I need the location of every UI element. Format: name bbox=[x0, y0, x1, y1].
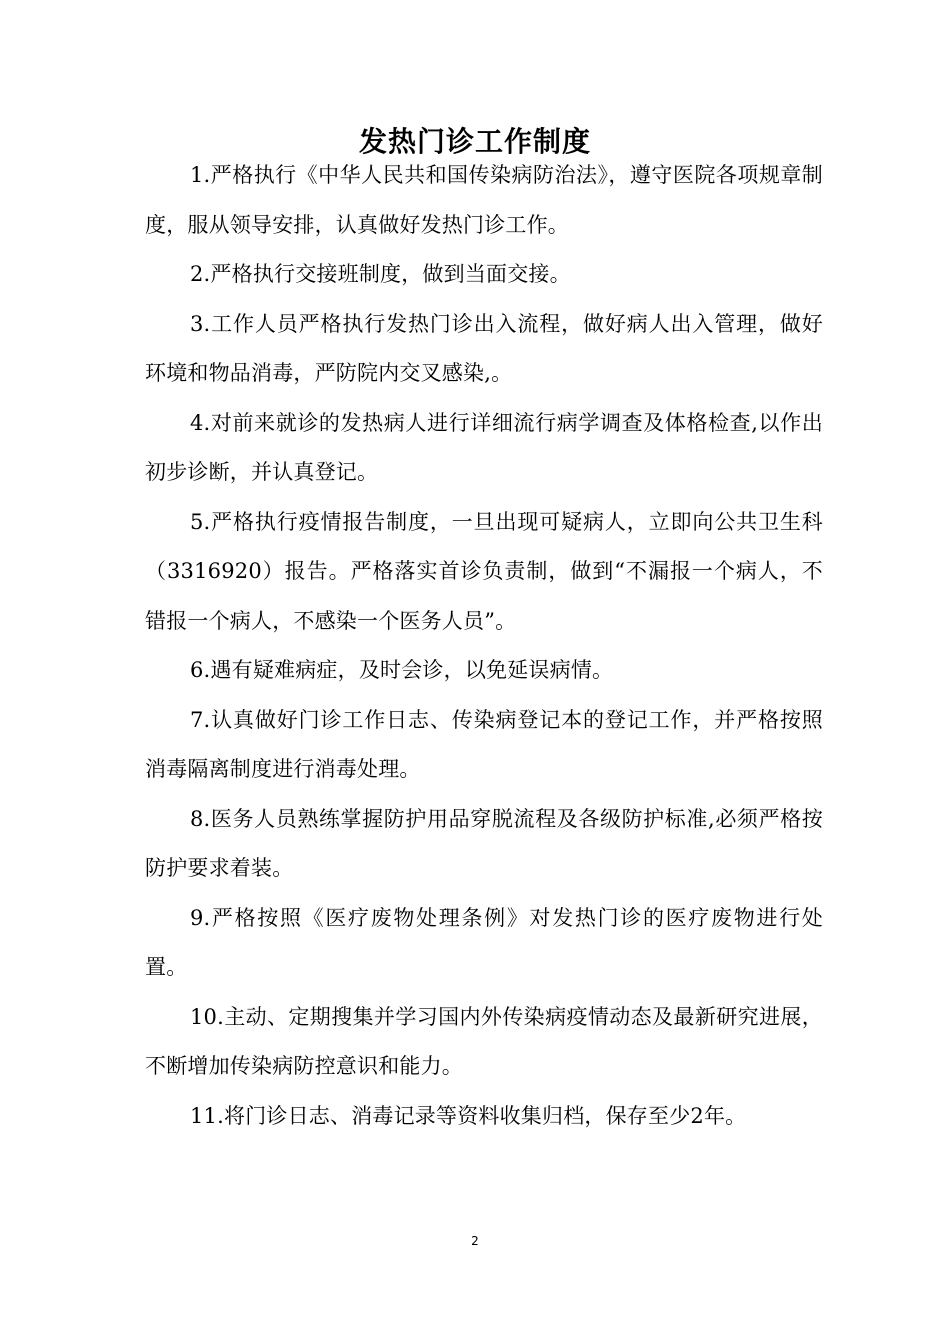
regulation-item-1: 1.严格执行《中华人民共和国传染病防治法》，遵守医院各项规章制度，服从领导安排，认真做好发热门诊工作。 bbox=[145, 163, 823, 237]
regulation-item-4: 4.对前来就诊的发热病人进行详细流行病学调查及体格检查,以作出初步诊断，并认真登记。 bbox=[145, 410, 823, 484]
regulation-item-10: 10.主动、定期搜集并学习国内外传染病疫情动态及最新研究进展，不断增加传染病防控意识和能力。 bbox=[145, 1004, 823, 1078]
regulation-item-3: 3.工作人员严格执行发热门诊出入流程，做好病人出入管理，做好环境和物品消毒，严防院内交叉感染,。 bbox=[145, 311, 823, 385]
regulation-item-2: 2.严格执行交接班制度，做到当面交接。 bbox=[190, 262, 571, 286]
regulation-item-8: 8.医务人员熟练掌握防护用品穿脱流程及各级防护标准,必须严格按防护要求着装。 bbox=[145, 806, 823, 880]
regulation-list bbox=[145, 151, 823, 1141]
document-title: 发热门诊工作制度 bbox=[358, 124, 591, 158]
regulation-item-6: 6.遇有疑难病症，及时会诊，以免延误病情。 bbox=[190, 658, 614, 682]
page-number: 2 bbox=[471, 1234, 479, 1248]
regulation-item-9: 9.严格按照《医疗废物处理条例》对发热门诊的医疗废物进行处置。 bbox=[145, 905, 823, 979]
regulation-item-7: 7.认真做好门诊工作日志、传染病登记本的登记工作，并严格按照消毒隔离制度进行消毒处理。 bbox=[145, 707, 823, 781]
regulation-item-5: 5.严格执行疫情报告制度，一旦出现可疑病人，立即向公共卫生科（3316920）报告。严格落实首诊负责制，做到“不漏报一个病人，不错报一个病人，不感染一个医务人员”。 bbox=[145, 509, 823, 633]
regulation-item-11: 11.将门诊日志、消毒记录等资料收集归档，保存至少2年。 bbox=[190, 1103, 747, 1128]
